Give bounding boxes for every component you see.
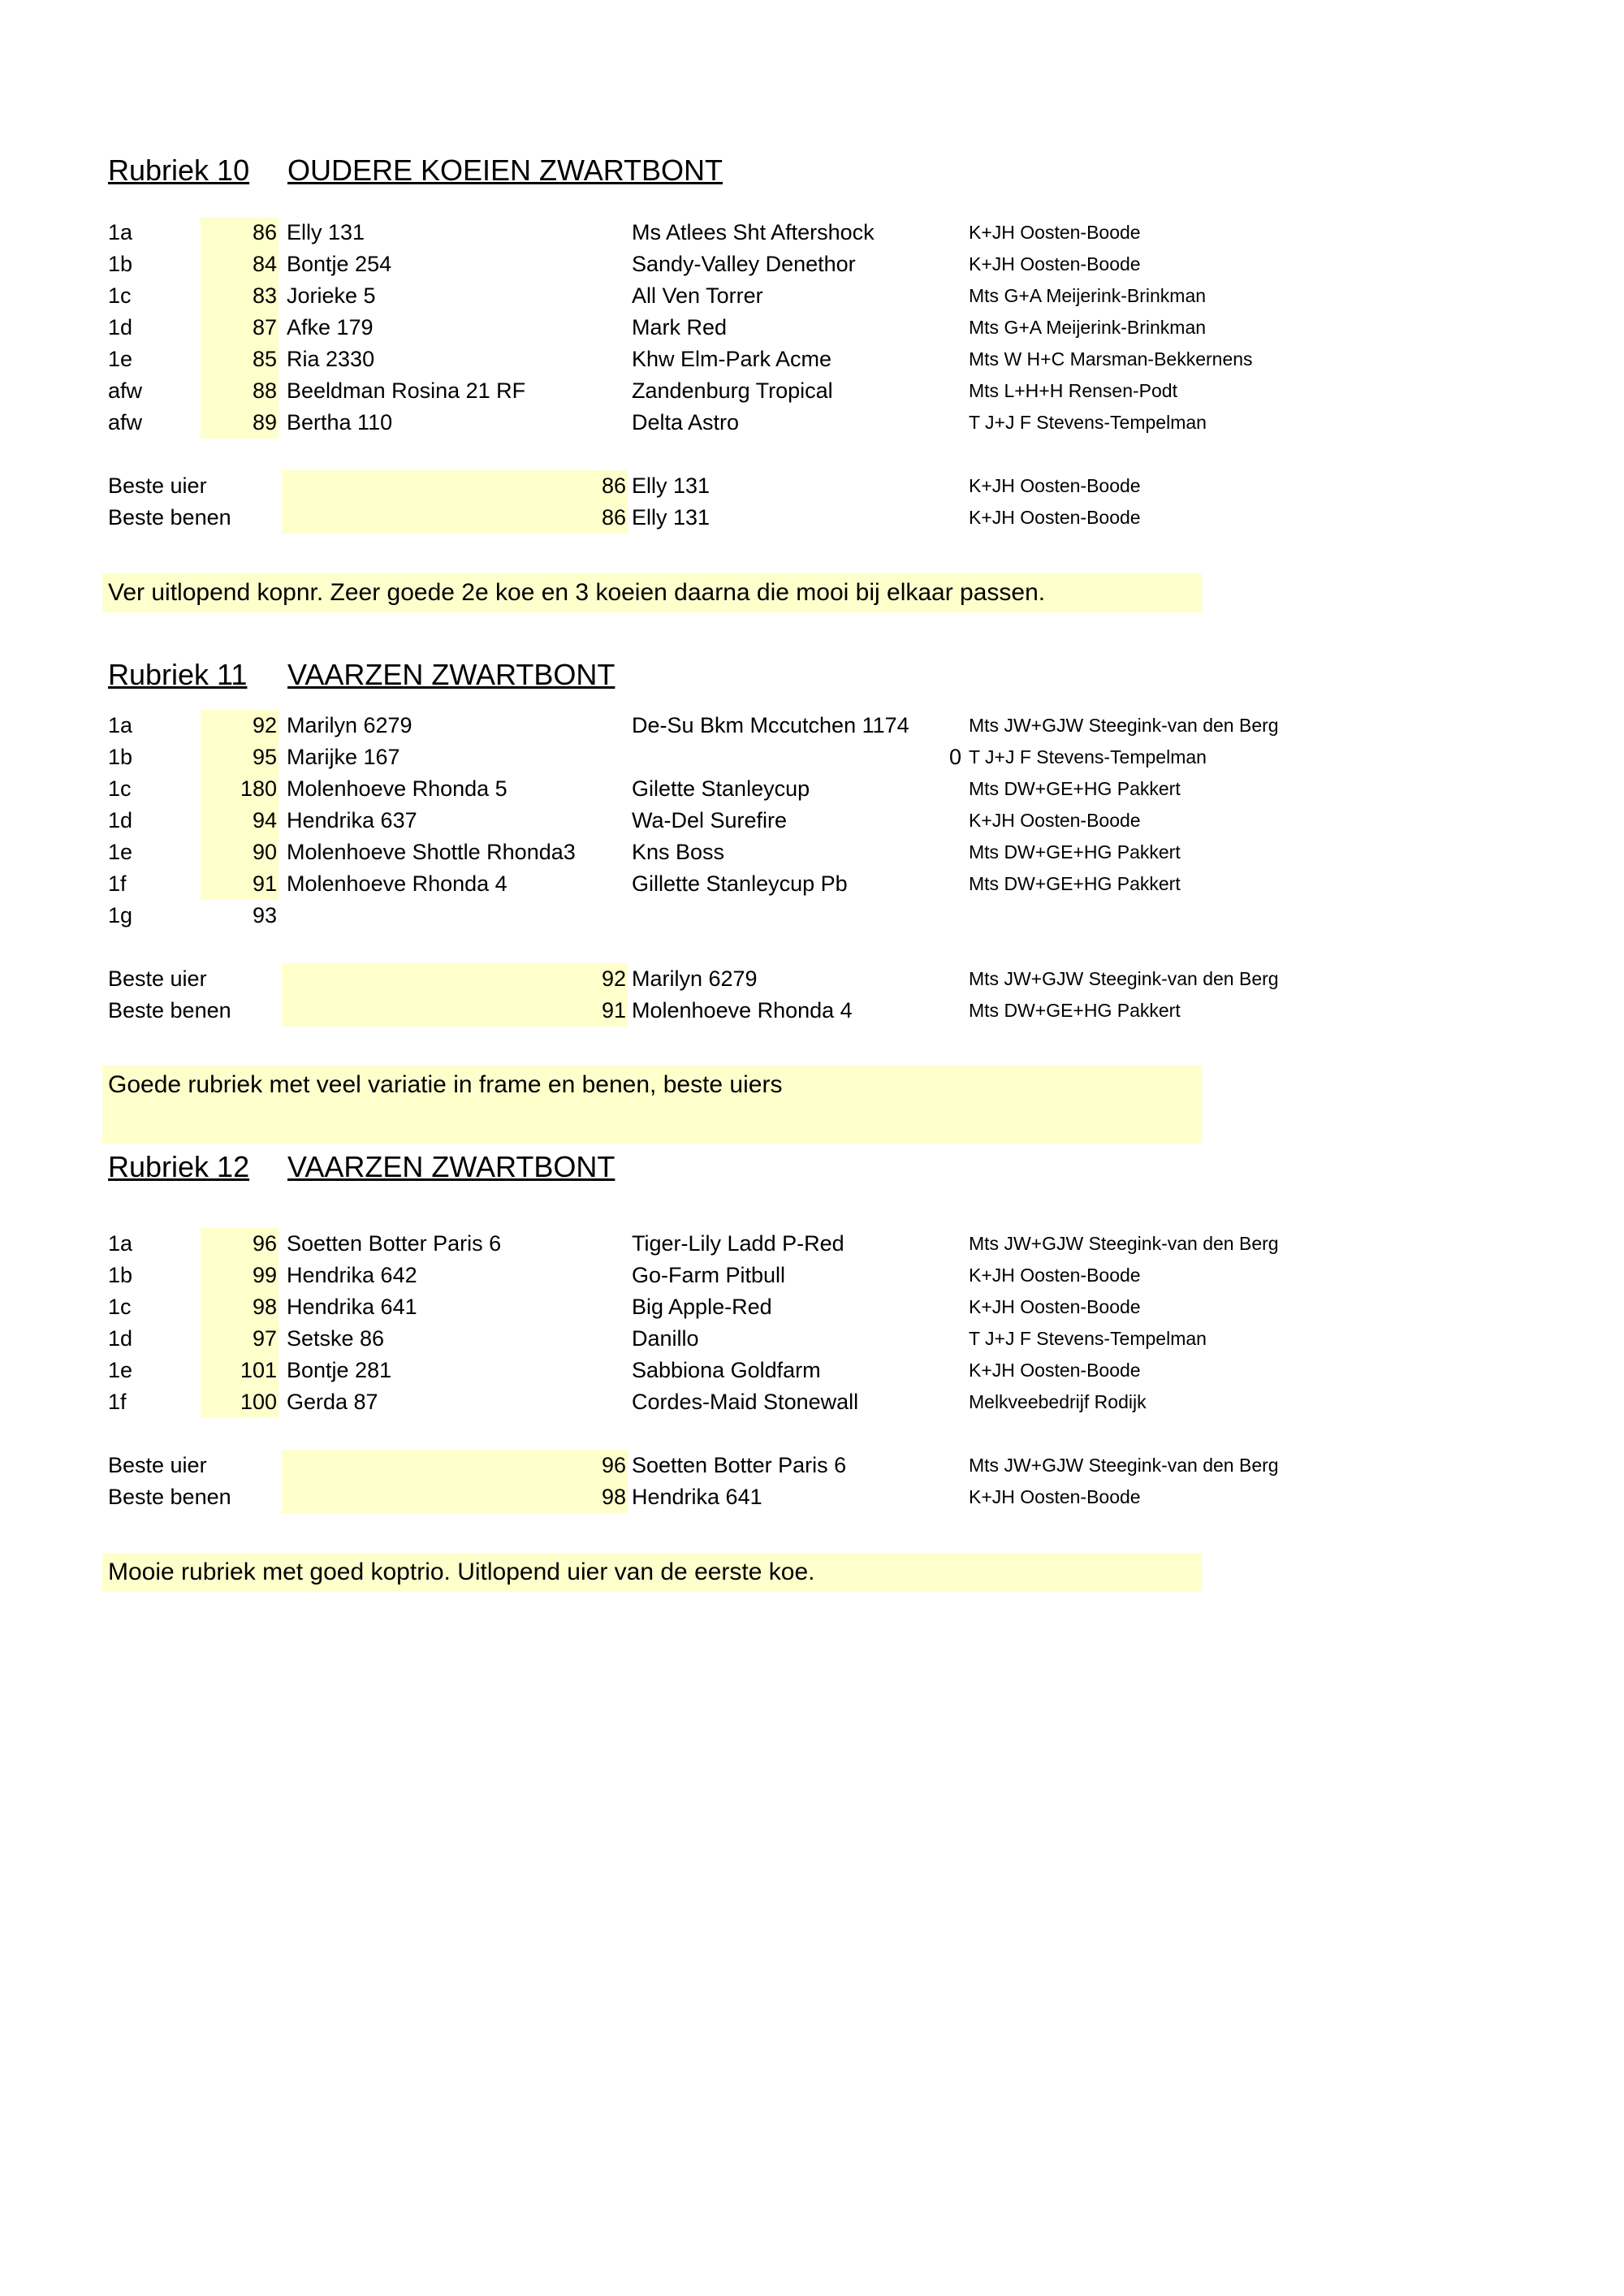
catalog-number: 87 — [252, 315, 277, 339]
animal-name: Marijke 167 — [287, 745, 400, 769]
table-row — [0, 344, 1624, 375]
animal-name: Molenhoeve Rhonda 4 — [287, 871, 508, 896]
section-category-title: OUDERE KOEIEN ZWARTBONT — [287, 153, 723, 187]
catalog-number-cell — [201, 1355, 279, 1386]
table-row — [0, 407, 1624, 439]
animal-name: Hendrika 642 — [287, 1263, 417, 1287]
judge-comment — [102, 573, 1202, 612]
sire-name: Cordes-Maid Stonewall — [632, 1390, 859, 1414]
owner-name: Mts W H+C Marsman-Bekkernens — [969, 348, 1253, 370]
table-row — [0, 312, 1624, 344]
best-number-cell — [282, 995, 628, 1027]
table-row — [0, 868, 1624, 900]
catalog-number-cell — [201, 280, 279, 312]
catalog-number-cell — [201, 312, 279, 344]
sire-name: Sandy-Valley Denethor — [632, 252, 856, 276]
judge-comment — [102, 1066, 1202, 1144]
place-label: 1b — [108, 1263, 133, 1287]
best-animal-name: Elly 131 — [632, 505, 710, 530]
sire-name: Mark Red — [632, 315, 728, 339]
place-label: 1e — [108, 1358, 133, 1382]
best-owner-name: Mts JW+GJW Steegink-van den Berg — [969, 1455, 1279, 1476]
animal-name: Afke 179 — [287, 315, 374, 339]
best-legs-row — [0, 995, 1624, 1027]
judge-comment-text: Goede rubriek met veel variatie in frame en benen, beste uiers — [108, 1071, 783, 1098]
catalog-number-cell — [201, 900, 279, 932]
section-category-title: VAARZEN ZWARTBONT — [287, 658, 615, 691]
owner-name: Mts DW+GE+HG Pakkert — [969, 778, 1181, 799]
sire-name: Wa-Del Surefire — [632, 808, 788, 832]
catalog-number: 95 — [252, 745, 277, 769]
best-label: Beste uier — [108, 1453, 207, 1477]
catalog-number: 99 — [252, 1263, 277, 1287]
best-number: 92 — [601, 966, 626, 991]
owner-name: K+JH Oosten-Boode — [969, 253, 1141, 275]
animal-name: Gerda 87 — [287, 1390, 378, 1414]
owner-name: Mts G+A Meijerink-Brinkman — [969, 285, 1207, 306]
catalog-number-cell — [201, 249, 279, 280]
best-label: Beste benen — [108, 998, 231, 1023]
sire-name: Gilette Stanleycup — [632, 776, 810, 801]
judge-comment-text: Mooie rubriek met goed koptrio. Uitlopend uier van de eerste koe. — [108, 1559, 815, 1585]
best-label: Beste uier — [108, 966, 207, 991]
owner-name: K+JH Oosten-Boode — [969, 1360, 1141, 1381]
best-number: 91 — [601, 998, 626, 1023]
best-label: Beste benen — [108, 505, 231, 530]
best-number: 86 — [601, 505, 626, 530]
best-animal-name: Hendrika 641 — [632, 1485, 762, 1509]
place-label: 1c — [108, 776, 132, 801]
catalog-number: 100 — [240, 1390, 277, 1414]
best-animal-name: Soetten Botter Paris 6 — [632, 1453, 847, 1477]
place-label: 1d — [108, 808, 133, 832]
catalog-number: 85 — [252, 347, 277, 371]
owner-name: Melkveebedrijf Rodijk — [969, 1391, 1147, 1412]
table-row — [0, 280, 1624, 312]
animal-name: Soetten Botter Paris 6 — [287, 1231, 502, 1256]
section-rubriek-label: Rubriek 12 — [108, 1150, 250, 1183]
animal-name: Bontje 254 — [287, 252, 392, 276]
best-number-cell — [282, 963, 628, 995]
catalog-number-cell — [201, 344, 279, 375]
sire-name: Sabbiona Goldfarm — [632, 1358, 821, 1382]
owner-name: K+JH Oosten-Boode — [969, 1296, 1141, 1317]
catalog-number: 94 — [252, 808, 277, 832]
best-owner-name: K+JH Oosten-Boode — [969, 475, 1141, 496]
place-label: 1c — [108, 1295, 132, 1319]
best-animal-name: Molenhoeve Rhonda 4 — [632, 998, 853, 1023]
animal-name: Jorieke 5 — [287, 283, 376, 308]
place-label: 1c — [108, 283, 132, 308]
sire-zero-value: 0 — [948, 745, 961, 769]
sire-name: Tiger-Lily Ladd P-Red — [632, 1231, 844, 1256]
catalog-number: 88 — [252, 378, 277, 403]
best-owner-name: K+JH Oosten-Boode — [969, 1486, 1141, 1507]
owner-name: K+JH Oosten-Boode — [969, 1265, 1141, 1286]
place-label: 1f — [108, 871, 127, 896]
catalog-number-cell — [201, 805, 279, 837]
best-number-cell — [282, 1450, 628, 1481]
animal-name: Molenhoeve Rhonda 5 — [287, 776, 508, 801]
place-label: 1e — [108, 347, 133, 371]
best-animal-name: Marilyn 6279 — [632, 966, 758, 991]
catalog-number: 180 — [240, 776, 277, 801]
table-row — [0, 742, 1624, 773]
place-label: 1d — [108, 1326, 133, 1351]
best-number-cell — [282, 502, 628, 534]
catalog-number: 83 — [252, 283, 277, 308]
section-rubriek-label: Rubriek 11 — [108, 658, 248, 691]
best-number: 96 — [601, 1453, 626, 1477]
table-row — [0, 217, 1624, 249]
catalog-number-cell — [201, 1323, 279, 1355]
catalog-number: 96 — [252, 1231, 277, 1256]
owner-name: Mts DW+GE+HG Pakkert — [969, 873, 1181, 894]
best-legs-row — [0, 502, 1624, 534]
place-label: afw — [108, 410, 143, 435]
place-label: 1a — [108, 1231, 133, 1256]
sire-name: Go-Farm Pitbull — [632, 1263, 786, 1287]
owner-name: Mts JW+GJW Steegink-van den Berg — [969, 1233, 1279, 1254]
owner-name: Mts G+A Meijerink-Brinkman — [969, 317, 1207, 338]
table-row — [0, 1386, 1624, 1418]
sire-name: Danillo — [632, 1326, 699, 1351]
table-row — [0, 1291, 1624, 1323]
place-label: 1a — [108, 713, 133, 737]
catalog-number: 89 — [252, 410, 277, 435]
catalog-number-cell — [201, 1228, 279, 1260]
best-label: Beste uier — [108, 473, 207, 498]
table-row — [0, 837, 1624, 868]
judge-comment — [102, 1553, 1202, 1592]
table-row — [0, 900, 1624, 932]
judge-comment-text: Ver uitlopend kopnr. Zeer goede 2e koe en 3 koeien daarna die mooi bij elkaar passen. — [108, 579, 1046, 606]
owner-name: T J+J F Stevens-Tempelman — [969, 746, 1207, 767]
place-label: 1g — [108, 903, 133, 927]
catalog-number-cell — [201, 742, 279, 773]
owner-name: Mts DW+GE+HG Pakkert — [969, 841, 1181, 863]
owner-name: K+JH Oosten-Boode — [969, 222, 1141, 243]
best-number: 86 — [601, 473, 626, 498]
catalog-number: 92 — [252, 713, 277, 737]
table-row — [0, 710, 1624, 742]
animal-name: Hendrika 637 — [287, 808, 417, 832]
sire-name: Kns Boss — [632, 840, 725, 864]
catalog-number-cell — [201, 1260, 279, 1291]
catalog-number-cell — [201, 868, 279, 900]
catalog-number-cell — [201, 710, 279, 742]
place-label: 1b — [108, 745, 133, 769]
best-owner-name: K+JH Oosten-Boode — [969, 507, 1141, 528]
sire-name: Delta Astro — [632, 410, 740, 435]
owner-name: T J+J F Stevens-Tempelman — [969, 412, 1207, 433]
sire-name: Khw Elm-Park Acme — [632, 347, 832, 371]
animal-name: Bontje 281 — [287, 1358, 392, 1382]
catalog-number-cell — [201, 407, 279, 439]
best-udder-row — [0, 1450, 1624, 1481]
best-number-cell — [282, 470, 628, 502]
place-label: 1f — [108, 1390, 127, 1414]
sire-name: De-Su Bkm Mccutchen 1174 — [632, 713, 909, 737]
place-label: afw — [108, 378, 143, 403]
table-row — [0, 1323, 1624, 1355]
table-row — [0, 375, 1624, 407]
section-category-title: VAARZEN ZWARTBONT — [287, 1150, 615, 1183]
animal-name: Marilyn 6279 — [287, 713, 412, 737]
sire-name: All Ven Torrer — [632, 283, 763, 308]
sire-name: Big Apple-Red — [632, 1295, 772, 1319]
sire-name: Gillette Stanleycup Pb — [632, 871, 848, 896]
best-number-cell — [282, 1481, 628, 1513]
owner-name: Mts L+H+H Rensen-Podt — [969, 380, 1177, 401]
best-udder-row — [0, 963, 1624, 995]
catalog-number-cell — [201, 1386, 279, 1418]
animal-name: Setske 86 — [287, 1326, 385, 1351]
table-row — [0, 1355, 1624, 1386]
best-owner-name: Mts JW+GJW Steegink-van den Berg — [969, 968, 1279, 989]
place-label: 1b — [108, 252, 133, 276]
catalog-number-cell — [201, 773, 279, 805]
sire-name: Zandenburg Tropical — [632, 378, 833, 403]
owner-name: Mts JW+GJW Steegink-van den Berg — [969, 715, 1279, 736]
table-row — [0, 1260, 1624, 1291]
animal-name: Bertha 110 — [287, 410, 393, 435]
place-label: 1d — [108, 315, 133, 339]
animal-name: Beeldman Rosina 21 RF — [287, 378, 526, 403]
catalog-number-cell — [201, 217, 279, 249]
animal-name: Ria 2330 — [287, 347, 375, 371]
table-row — [0, 773, 1624, 805]
place-label: 1e — [108, 840, 133, 864]
table-row — [0, 249, 1624, 280]
best-number: 98 — [601, 1485, 626, 1509]
animal-name: Molenhoeve Shottle Rhonda3 — [287, 840, 576, 864]
best-udder-row — [0, 470, 1624, 502]
catalog-number-cell — [201, 375, 279, 407]
owner-name: T J+J F Stevens-Tempelman — [969, 1328, 1207, 1349]
catalog-number: 101 — [240, 1358, 277, 1382]
table-row — [0, 805, 1624, 837]
sire-name: Ms Atlees Sht Aftershock — [632, 220, 875, 244]
best-owner-name: Mts DW+GE+HG Pakkert — [969, 1000, 1181, 1021]
section-rubriek-label: Rubriek 10 — [108, 153, 250, 187]
place-label: 1a — [108, 220, 133, 244]
catalog-number: 86 — [252, 220, 277, 244]
catalog-number: 93 — [252, 903, 277, 927]
table-row — [0, 1228, 1624, 1260]
catalog-number-cell — [201, 1291, 279, 1323]
best-animal-name: Elly 131 — [632, 473, 710, 498]
catalog-number: 84 — [252, 252, 277, 276]
best-label: Beste benen — [108, 1485, 231, 1509]
animal-name: Elly 131 — [287, 220, 365, 244]
catalog-number: 91 — [252, 871, 277, 896]
catalog-number: 90 — [252, 840, 277, 864]
owner-name: K+JH Oosten-Boode — [969, 810, 1141, 831]
best-legs-row — [0, 1481, 1624, 1513]
animal-name: Hendrika 641 — [287, 1295, 417, 1319]
catalog-number: 97 — [252, 1326, 277, 1351]
catalog-number-cell — [201, 837, 279, 868]
catalog-number: 98 — [252, 1295, 277, 1319]
